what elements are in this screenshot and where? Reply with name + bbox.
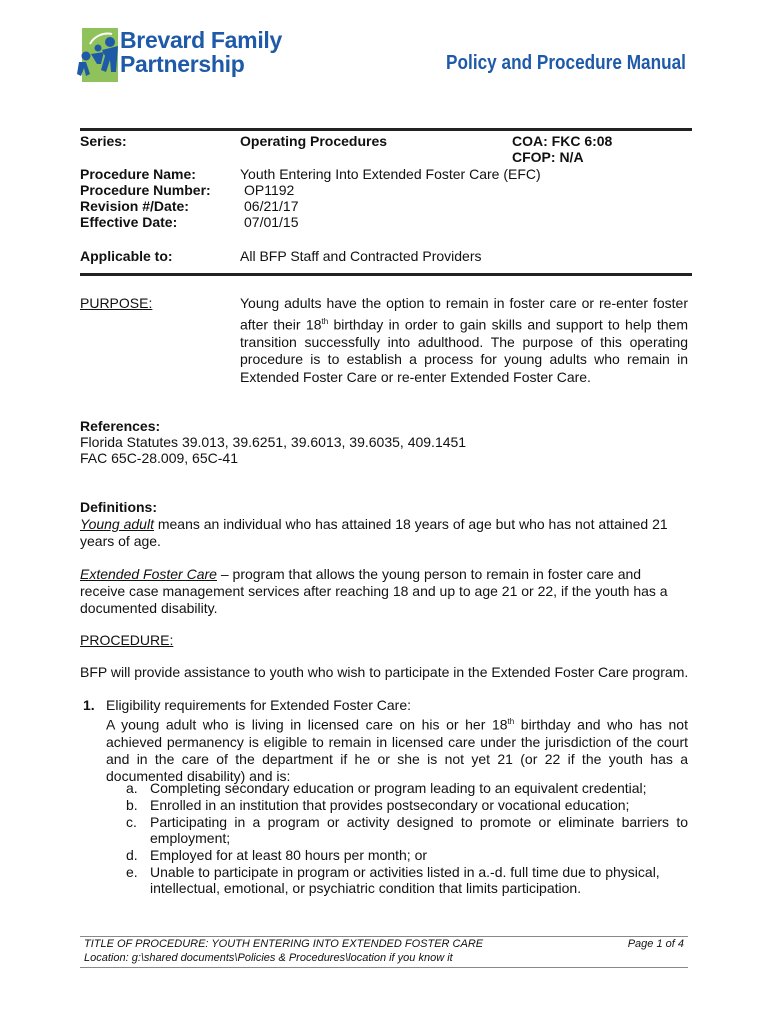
def-efc: – program that allows the young person to remain in foster care and receive case management services after reaching 18 and up to age 21 or 22, if the youth has a documented disability. [80, 566, 668, 616]
cfop-value: CFOP: N/A [512, 149, 584, 165]
procedure-heading: PROCEDURE: [80, 632, 174, 648]
definition-efc [80, 566, 688, 617]
revision-value: 06/21/17 [244, 198, 299, 214]
header-rule-bottom [80, 273, 692, 276]
purpose-text-b: birthday in order to gain skills and support to help them transition successfully into adulthood. The purpose of this operating procedure is to establish a process for young adults who remain in Extended Foster Care or re-enter Extended Foster Care. [240, 316, 688, 385]
sublist-letter: d. [126, 847, 138, 863]
sublist-item [126, 864, 688, 896]
purpose-heading: PURPOSE: [80, 295, 153, 311]
references-heading: References: [80, 418, 161, 434]
sublist-item [126, 814, 688, 846]
sublist-letter: a. [126, 780, 138, 796]
item1-text-b: birthday and who has not achieved permanency is eligible to remain in licensed care under the jurisdiction of the court and in the care of the department if he or she is not yet 21 (or 22 if the youth has a documented disability) and is: [106, 716, 688, 784]
sublist-text: Completing secondary education or program leading to an equivalent credential; [150, 780, 647, 796]
footer-rule-bottom [80, 967, 688, 968]
org-name [120, 28, 282, 76]
applicable-label: Applicable to: [80, 248, 173, 264]
footer-location: Location: g:\shared documents\Policies & Procedures\location if you know it [84, 952, 453, 964]
manual-title: Policy and Procedure Manual [446, 52, 686, 74]
purpose-sup: th [321, 316, 329, 326]
item1-text [106, 713, 688, 785]
term-efc: Extended Foster Care [80, 566, 217, 582]
effective-date-label: Effective Date: [80, 214, 178, 230]
def-young-adult: means an individual who has attained 18 years of age but who has not attained 21 years of age. [80, 516, 668, 549]
sublist-item [126, 797, 688, 813]
procedure-name-value: Youth Entering Into Extended Foster Care (EFC) [240, 166, 541, 182]
sublist-letter: c. [126, 814, 137, 830]
definitions-heading: Definitions: [80, 499, 157, 515]
purpose-text-a: Young adults have the option to remain in foster care or re-enter foster after their 18 [240, 295, 688, 333]
revision-label: Revision #/Date: [80, 198, 189, 214]
purpose-text [240, 295, 688, 386]
series-value: Operating Procedures [240, 133, 388, 149]
footer-title: TITLE OF PROCEDURE: YOUTH ENTERING INTO EXTENDED FOSTER CARE [84, 938, 484, 950]
header-rule-top [80, 128, 692, 131]
org-name-line2: Partnership [120, 51, 245, 77]
sublist-text: Employed for at least 80 hours per month; or [150, 847, 428, 863]
eligibility-sublist [126, 780, 688, 896]
sublist-text: Unable to participate in program or activities listed in a.-d. full time due to physical, intellectual, emotional, or psychiatric condition that limits participation. [150, 864, 660, 896]
coa-value: COA: FKC 6:08 [512, 133, 613, 149]
sublist-letter: e. [126, 864, 138, 880]
item1-number: 1. [83, 697, 95, 713]
references-line1: Florida Statutes 39.013, 39.6251, 39.6013, 39.6035, 409.1451 [80, 434, 467, 450]
sublist-text: Enrolled in an institution that provides postsecondary or vocational education; [150, 797, 630, 813]
term-young-adult: Young adult [80, 516, 154, 532]
procedure-number-value: OP1192 [244, 182, 295, 198]
definition-young-adult [80, 516, 680, 550]
series-label: Series: [80, 133, 127, 149]
item1-sup: th [507, 717, 515, 726]
org-logo [74, 26, 304, 86]
procedure-number-label: Procedure Number: [80, 182, 211, 198]
family-logo-icon [74, 26, 120, 84]
sublist-letter: b. [126, 797, 138, 813]
org-name-line1: Brevard Family [120, 27, 282, 53]
procedure-intro: BFP will provide assistance to youth who wish to participate in the Extended Foster Care program. [80, 664, 689, 680]
sublist-text: Participating in a program or activity designed to promote or eliminate barriers to employment; [150, 814, 688, 846]
procedure-name-label: Procedure Name: [80, 166, 196, 182]
applicable-value: All BFP Staff and Contracted Providers [240, 248, 482, 264]
sublist-item [126, 780, 688, 796]
sublist-item [126, 847, 688, 863]
page-number: Page 1 of 4 [627, 938, 684, 950]
item1-text-a: A young adult who is living in licensed care on his or her 18 [106, 716, 508, 733]
item1-title: Eligibility requirements for Extended Foster Care: [106, 697, 412, 713]
references-line2: FAC 65C-28.009, 65C-41 [80, 450, 238, 466]
effective-date-value: 07/01/15 [244, 214, 299, 230]
